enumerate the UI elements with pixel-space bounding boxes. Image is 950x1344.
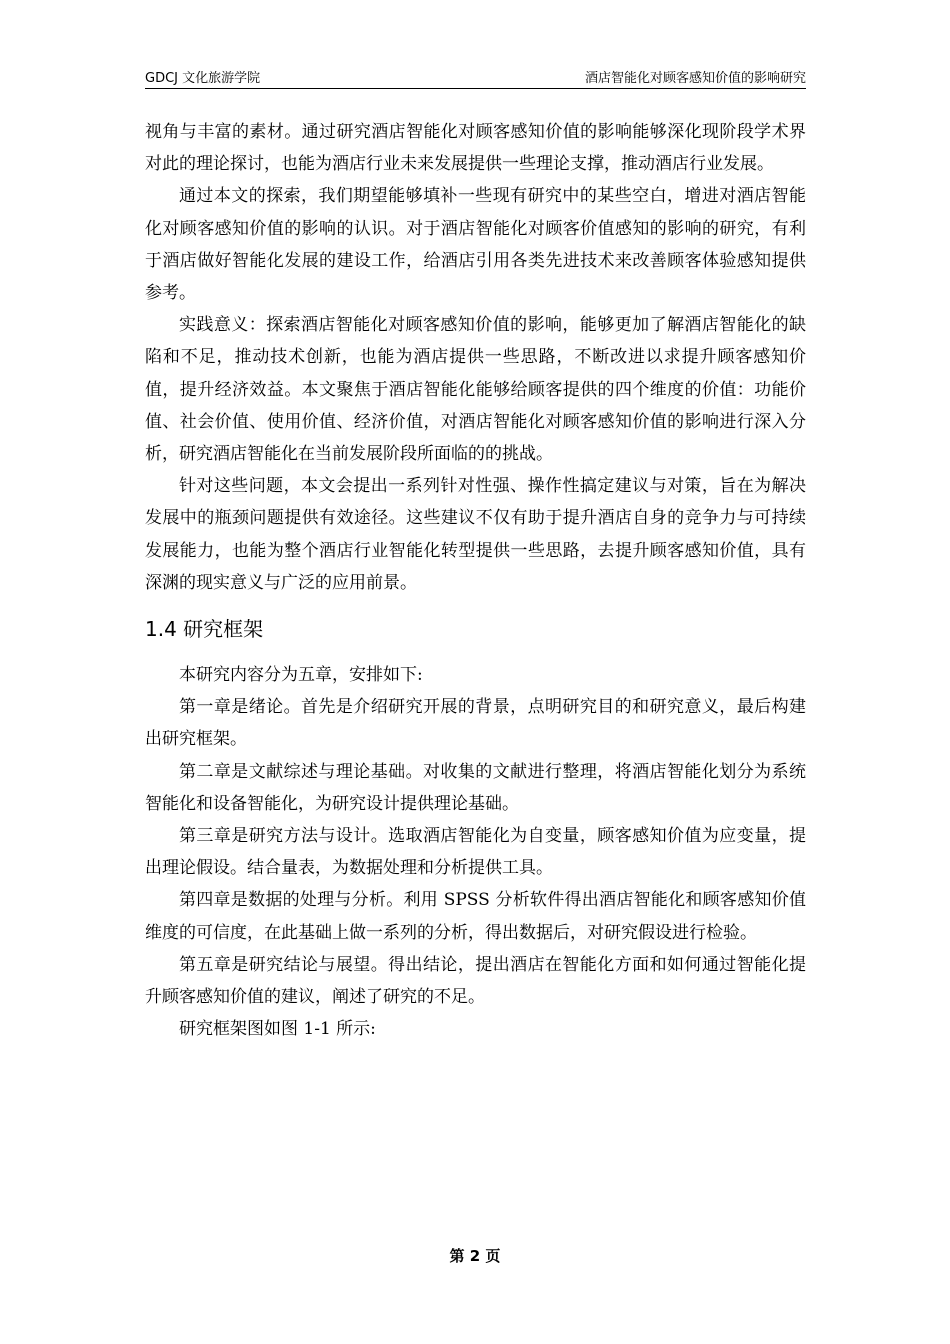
paragraph-figure-reference: 研究框架图如图 1-1 所示:: [179, 1019, 376, 1040]
header-paper-title: 酒店智能化对顾客感知价值的影响研究: [584, 71, 806, 86]
paragraph: 通过本文的探索，我们期望能够填补一些现有研究中的某些空白，增进对酒店智能化对顾客感知价值的影响的认识。对于酒店智能化对顾客价值感知的影响的研究，有利于酒店做好智能化发展的建设工作，给酒店引用各类先进技术来改善顾客体验感知提供参考。: [145, 186, 806, 304]
paragraph-chapter-5: 第五章是研究结论与展望。得出结论，提出酒店在智能化方面和如何通过智能化提升顾客感知价值的建议，阐述了研究的不足。: [145, 954, 806, 1008]
paragraph-chapter-1: 第一章是绪论。首先是介绍研究开展的背景，点明研究目的和研究意义，最后构建出研究框架。: [145, 697, 806, 750]
paragraph-continuation: 视角与丰富的素材。通过研究酒店智能化对顾客感知价值的影响能够深化现阶段学术界对此的理论探讨，也能为酒店行业未来发展提供一些理论支撑，推动酒店行业发展。: [145, 122, 806, 175]
paragraph-chapter-3: 第三章是研究方法与设计。选取酒店智能化为自变量，顾客感知价值为应变量，提出理论假设。结合量表，为数据处理和分析提供工具。: [145, 826, 806, 879]
section-heading: 1.4 研究框架: [145, 617, 264, 642]
paragraph-chapter-2: 第二章是文献综述与理论基础。对收集的文献进行整理，将酒店智能化划分为系统智能化和设备智能化，为研究设计提供理论基础。: [145, 761, 806, 814]
paragraph-intro: 本研究内容分为五章，安排如下:: [179, 665, 423, 686]
header-institution: GDCJ 文化旅游学院: [145, 71, 261, 86]
paragraph-chapter-4: 第四章是数据的处理与分析。利用 SPSS 分析软件得出酒店智能化和顾客感知价值维度的可信度，在此基础上做一系列的分析，得出数据后，对研究假设进行检验。: [145, 890, 806, 943]
page-number: 第 2 页: [449, 1247, 501, 1265]
paragraph-practical-significance: 实践意义：探索酒店智能化对顾客感知价值的影响，能够更加了解酒店智能化的缺陷和不足，推动技术创新，也能为酒店提供一些思路，不断改进以求提升顾客感知价值，提升经济效益。本文聚焦于酒店智能化能够给顾客提供的四个维度的价值：功能价值、社会价值、使用价值、经济价值，对酒店智能化对顾客感知价值的影响进行深入分析，研究酒店智能化在当前发展阶段所面临的的挑战。: [145, 315, 806, 465]
page-body: [145, 116, 806, 1045]
page-header: [145, 64, 806, 89]
paragraph: 针对这些问题，本文会提出一系列针对性强、操作性搞定建议与对策，旨在为解决发展中的瓶颈问题提供有效途径。这些建议不仅有助于提升酒店自身的竞争力与可持续发展能力，也能为整个酒店行业智能化转型提供一些思路，去提升顾客感知价值，具有深渊的现实意义与广泛的应用前景。: [145, 476, 806, 593]
